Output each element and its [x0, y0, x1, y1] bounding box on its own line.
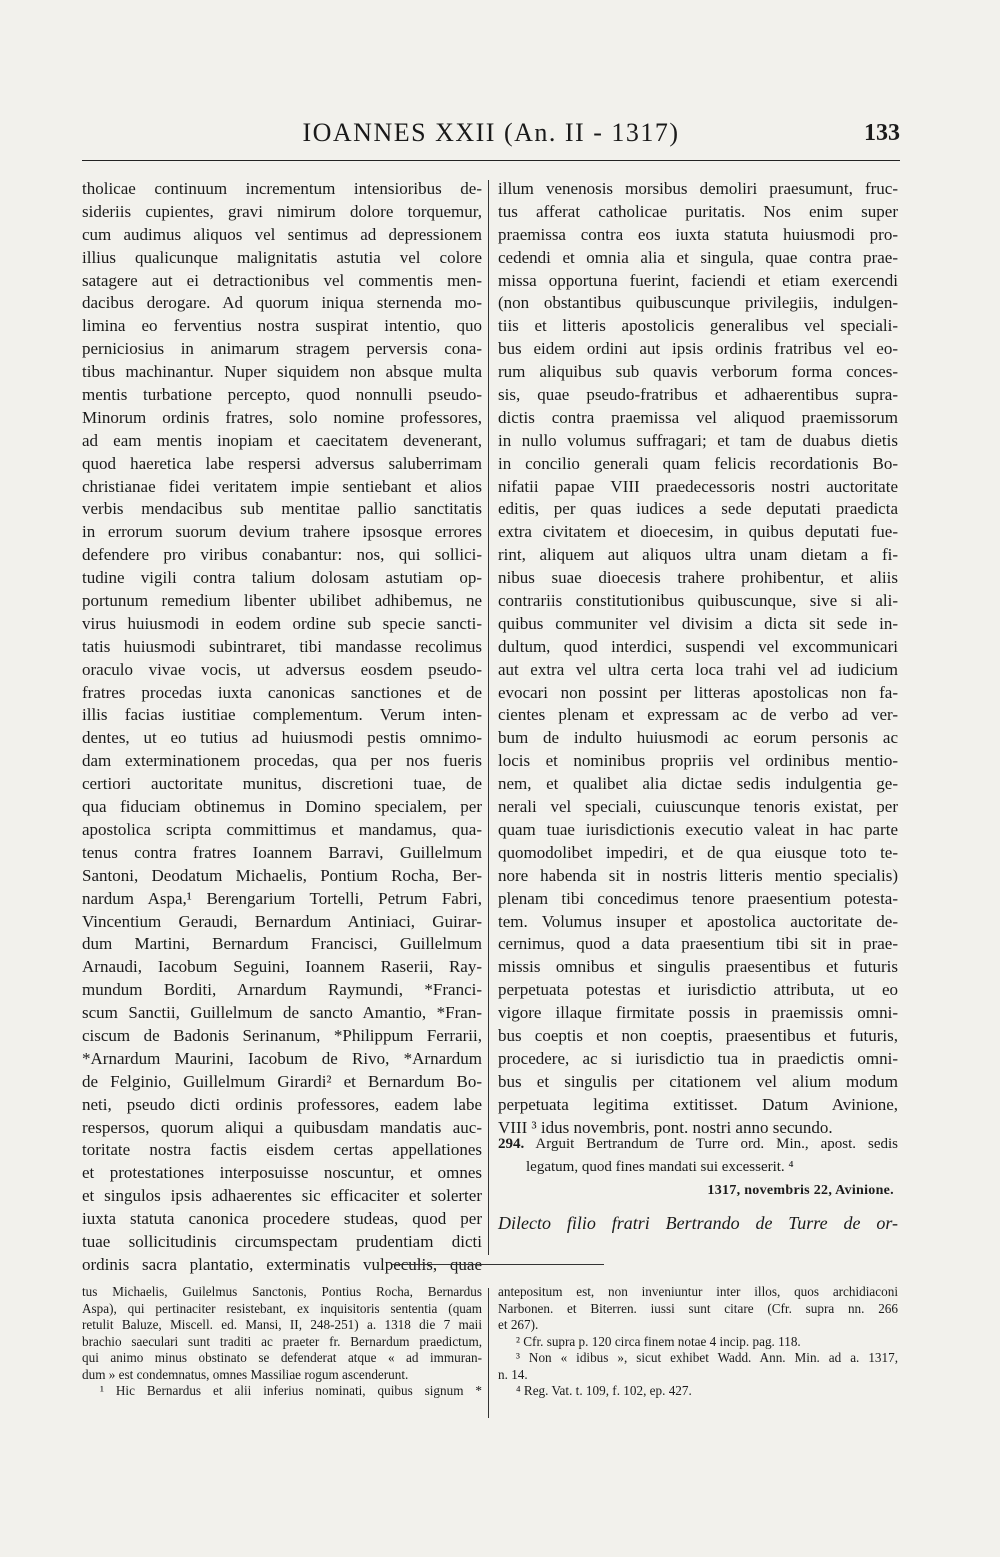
- text-line: antepositum est, non inveniuntur inter illos, quos archidiaconi: [498, 1284, 898, 1299]
- text-line: satagere aut ei detractionibus vel commentis men-: [82, 270, 482, 290]
- text-line: nore habenda sit in nostris litteris mentio specialis): [498, 865, 898, 885]
- text-line: ³ Non « idibus », sicut exhibet Wadd. Ann. Min. ad a. 1317,: [516, 1350, 898, 1365]
- text-line: brachio saeculari sunt traditi ac praeter fr. Bernardum praedictum,: [82, 1333, 482, 1349]
- text-line: extra civitatem et dioecesim, in quibus deputati fue-: [498, 522, 898, 542]
- text-line: dum Martini, Bernardum Francisci, Guillelmum: [82, 934, 482, 954]
- text-line: Aspa), qui pertinaciter resistebant, ex inquisitoris sententia (quam: [82, 1300, 482, 1316]
- text-line: et 267).: [498, 1317, 539, 1332]
- text-line: fratres procedas iuxta canonicas sanctiones et de: [82, 682, 482, 702]
- text-line: certiori auctoritate munitus, discretioni tuae, de: [82, 774, 482, 794]
- text-line: in errorum suorum devium trahere ipsosque errores: [82, 522, 482, 542]
- text-line: defendere pro viribus conabantur: nos, qui sollici-: [82, 545, 482, 565]
- text-line: et protestationes interposuisse noscuntur, et omnes: [82, 1163, 482, 1183]
- document-date: 1317, novembris 22, Avinione.: [707, 1183, 894, 1198]
- text-line: mundum Borditi, Arnardum Raymundi, *Franci-: [82, 980, 482, 1000]
- text-line: *Arnardum Maurini, Iacobum de Rivo, *Arnardum: [82, 1048, 482, 1068]
- header-rule: [82, 160, 900, 161]
- text-line: aut extra vel ultra certa loca trahi vel ad iudicium: [498, 659, 898, 679]
- text-line: nem, et qualibet alia dictae sedis indulgentia ge-: [498, 774, 898, 794]
- text-line: ciscum de Badonis Serinanum, *Philippum Ferrarii,: [82, 1025, 482, 1045]
- text-line: tiis et litteris apostolicis generalibus vel speciali-: [498, 316, 898, 336]
- text-line: contrariis constitutionibus quibuscunque, sive si ali-: [498, 591, 898, 611]
- text-line: bus et singulis per citationem vel alium modum: [498, 1071, 898, 1091]
- text-line: quod haeretica labe respersi adversus saluberrimam: [82, 453, 482, 473]
- text-line: bum de indulto huiusmodi ac eorum personis ac: [498, 728, 898, 748]
- text-line: christianae fidei veritatem impie sentiebant et alios: [82, 476, 482, 496]
- text-line: Narbonen. et Biterren. iussi sunt citare (Cfr. supra nn. 266: [498, 1300, 898, 1316]
- text-line: plenam tibi concedimus tenore praesentium potesta-: [498, 888, 898, 908]
- text-line: mentis turbatione percepto, quod nonnulli pseudo-: [82, 385, 482, 405]
- text-line: bus coeptis et non coeptis, praesentibus et futuris,: [498, 1025, 898, 1045]
- text-line: in nullo volumus suffragari; et tam de duabus dietis: [498, 430, 898, 450]
- text-line: et singulos ipsis adhaerentes sic efficaciter et solerter: [82, 1186, 482, 1206]
- text-line: cedendi et omnia alia et singula, quae contra prae-: [498, 247, 898, 267]
- document-number: 294.: [498, 1136, 525, 1152]
- text-line: sis, quae pseudo-fratribus et adhaerentibus supra-: [498, 385, 898, 405]
- text-line: tibus machinantur. Nuper siquidem non absque multa: [82, 362, 482, 382]
- text-line: rum aliquibus sub quavis verborum forma conces-: [498, 362, 898, 382]
- text-line: dacibus derogare. Ad quorum iniqua sternenda mo-: [82, 293, 482, 313]
- text-line: tus Michaelis, Guilelmus Sanctonis, Pontius Rocha, Bernardus: [82, 1284, 482, 1299]
- text-line: ² Cfr. supra p. 120 circa finem notae 4 incip. pag. 118.: [516, 1333, 801, 1349]
- text-line: tuae sollicitudinis circumspectam prudentiam dicti: [82, 1231, 482, 1251]
- text-line: nibus suae dioecesis trahere prohibentur, et aliis: [498, 568, 898, 588]
- text-line: tudine vigili contra talium dolosam astutiam op-: [82, 568, 482, 588]
- text-line: qui animo minus obstinato se defenderat atque « ad immuran-: [82, 1350, 482, 1365]
- text-line: illius qualicunque malignitatis astutia vel colore: [82, 247, 482, 267]
- text-line: virus huiusmodi in eodem ordine sub specie sancti-: [82, 613, 482, 633]
- text-line: limina eo ferventius nostra suspirat intentio, quo: [82, 316, 482, 336]
- text-line: editis, per quas iudices a sede deputati praedicta: [498, 499, 898, 519]
- text-line: praemissa contra eos iuxta statuta huiusmodi pro-: [498, 224, 898, 244]
- text-line: bus eidem ordini aut ipsis ordinis fratribus vel eo-: [498, 339, 898, 359]
- right-text-column: [498, 178, 898, 1139]
- text-line: evocari non possint per litteras apostolicas non fa-: [498, 682, 898, 702]
- text-line: qua fiduciam obtinemus in Domino specialem, per: [82, 797, 482, 817]
- text-line: perpetuata potestas et iurisdictio attributa, ut eo: [498, 980, 898, 1000]
- text-line: illis facias iustitiae complementum. Verum inten-: [82, 705, 482, 725]
- running-head: IOANNES XXII (An. II - 1317): [302, 118, 680, 147]
- text-line: Vincentium Geraudi, Bernardum Antiniaci, Guirar-: [82, 911, 482, 931]
- document-294-summary: [498, 1134, 898, 1180]
- text-line: quibus communiter vel divisim a dicta sit sede in-: [498, 613, 898, 633]
- footnotes-left: [82, 1284, 482, 1400]
- text-line: apostolica scripta committimus et mandamus, qua-: [82, 819, 482, 839]
- text-line: Arnaudi, Iacobum Seguini, Ioannem Raserii, Ray-: [82, 957, 482, 977]
- text-line: tus afferat catholicae puritatis. Nos enim super: [498, 201, 898, 221]
- text-line: ad eam mentis inopiam et caecitatem devenerant,: [82, 430, 482, 450]
- summary-line-2: legatum, quod fines mandati sui excesserit. ⁴: [526, 1158, 794, 1175]
- text-line: cum audimus aliquos vel sentimus ad depressionem: [82, 224, 482, 244]
- text-line: missis omnibus et singulis praesentibus et futuris: [498, 957, 898, 977]
- text-line: VIII ³ idus novembris, pont. nostri anno secundo.: [498, 1117, 833, 1137]
- text-line: Minorum ordinis fratres, solo nomine professores,: [82, 407, 482, 427]
- text-line: in concilio generali quam felicis recordationis Bo-: [498, 453, 898, 473]
- text-line: n. 14.: [498, 1366, 528, 1382]
- text-line: sideriis cupientes, gravi nimirum dolore torquemur,: [82, 201, 482, 221]
- text-line: scum Sanctii, Guillelmum de sancto Amantio, *Fran-: [82, 1003, 482, 1023]
- text-line: procedere, ac si iurisdictio tua in praedictis omni-: [498, 1048, 898, 1068]
- text-line: retulit Baluze, Miscell. ed. Mansi, II, 248-251) a. 1318 die 7 maii: [82, 1317, 482, 1332]
- document-address: Dilecto filio fratri Bertrando de Turre de or-: [498, 1213, 898, 1233]
- text-line: dum » est condemnatus, omnes Massiliae rogum ascenderunt.: [82, 1366, 409, 1382]
- left-text-column: [82, 178, 482, 1277]
- text-line: Santoni, Deodatum Michaelis, Pontium Rocha, Ber-: [82, 865, 482, 885]
- text-line: dictis contra praemissa vel aliquod praemissorum: [498, 407, 898, 427]
- text-line: dam exterminationem procedas, qua per nos fueris: [82, 751, 482, 771]
- text-line: ⁴ Reg. Vat. t. 109, f. 102, ep. 427.: [516, 1383, 692, 1398]
- page-number: 133: [864, 120, 900, 146]
- text-line: iuxta statuta canonica procedere studeas, quod per: [82, 1209, 482, 1229]
- text-line: de Felginio, Guillelmum Girardi² et Bernardum Bo-: [82, 1071, 482, 1091]
- text-line: rint, aliquem aut aliquos ultra unam dietam a fi-: [498, 545, 898, 565]
- text-line: neti, pseudo dicti ordinis professores, eadem labe: [82, 1094, 482, 1114]
- text-line: ordinis sacra plantatio, exterminatis vulpeculis, quae: [82, 1254, 482, 1274]
- text-line: tholicae continuum incrementum intensioribus de-: [82, 179, 482, 198]
- text-line: dultum, quod interdici, suspendi vel excommunicari: [498, 636, 898, 656]
- text-line: nifatii papae VIII praedecessoris nostri auctoritate: [498, 476, 898, 496]
- text-line: perpetuata legitima extitisset. Datum Avinione,: [498, 1094, 898, 1114]
- text-line: quam tuae iurisdictionis executio valeat in hac parte: [498, 819, 898, 839]
- footnotes-right: [498, 1284, 898, 1400]
- text-line: ¹ Hic Bernardus et alii inferius nominati, quibus signum *: [100, 1383, 482, 1398]
- text-line: nardum Aspa,¹ Berengarium Tortelli, Petrum Fabri,: [82, 888, 482, 908]
- footnote-divider: [488, 1288, 489, 1418]
- summary-line-1: Arguit Bertrandum de Turre ord. Min., apost. sedis: [535, 1136, 898, 1152]
- text-line: locis et nominibus propriis vel ordinibus mentio-: [498, 751, 898, 771]
- text-line: nerali vel speciali, cuiuscunque tenoris existat, per: [498, 797, 898, 817]
- text-line: verbis mendacibus sub mentitae pallio sanctitatis: [82, 499, 482, 519]
- text-line: portunum remedium libenter ubilibet adhibemus, ne: [82, 591, 482, 611]
- text-line: tenus contra fratres Ioannem Barravi, Guillelmum: [82, 842, 482, 862]
- text-line: oraculo vivae vocis, ut adversus eosdem pseudo-: [82, 659, 482, 679]
- footnote-rule: [392, 1264, 604, 1265]
- text-line: vigore illaque firmitate possis in praemissis omni-: [498, 1003, 898, 1023]
- column-divider: [488, 180, 489, 1255]
- text-line: cientes plenam et expressam ac de verbo ad ver-: [498, 705, 898, 725]
- text-line: missa opportuna fuerint, faciendi et etiam exercendi: [498, 270, 898, 290]
- text-line: tem. Volumus insuper et apostolica auctoritate de-: [498, 911, 898, 931]
- text-line: respersos, quorum aliqui a quibusdam mandatis auc-: [82, 1117, 482, 1137]
- text-line: (non obstantibus quibuscunque privilegiis, indulgen-: [498, 293, 898, 313]
- text-line: illum venenosis morsibus demoliri praesumunt, fruc-: [498, 179, 898, 198]
- text-line: dentes, ut eo tutius ad huiusmodi pestis omnimo-: [82, 728, 482, 748]
- page-header: [82, 118, 900, 158]
- text-line: perniciosius in animarum stragem perversis cona-: [82, 339, 482, 359]
- text-line: quomodolibet impediri, et de qua eiusque toto te-: [498, 842, 898, 862]
- text-line: cernimus, quod a data praesentium tibi sit in prae-: [498, 934, 898, 954]
- text-line: toritate nostra factis eisdem certas appellationes: [82, 1140, 482, 1160]
- text-line: tatis huiusmodi subintraret, tibi mandasse recolimus: [82, 636, 482, 656]
